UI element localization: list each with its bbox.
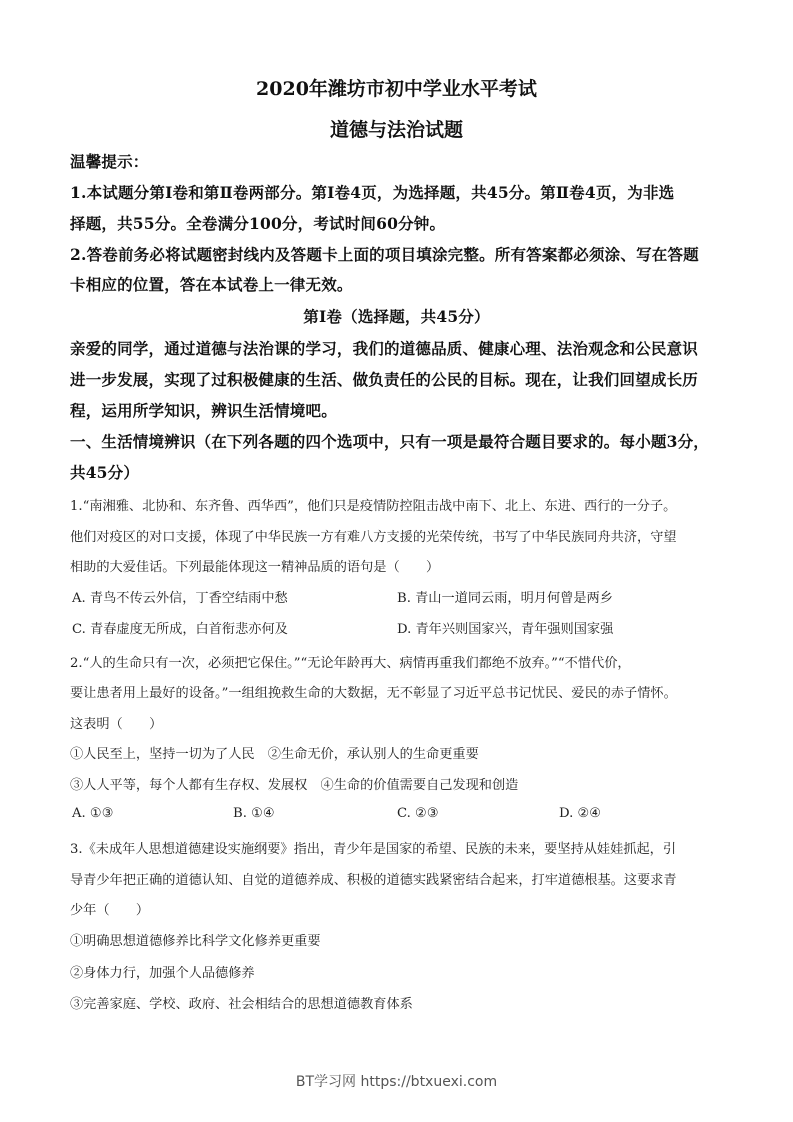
intro-line-3: 程，运用所学知识，辨识生活情境吧。	[70, 401, 337, 420]
notice-line-4: 卡相应的位置，答在本试卷上一律无效。	[70, 275, 353, 294]
intro-line-2: 进一步发展，实现了过积极健康的生活、做负责任的公民的目标。现在，让我们回望成长历	[70, 370, 699, 389]
q2-option-b: B. ①④	[233, 806, 275, 821]
q3-statement-line-1: ①明确思想道德修养比科学文化修养更重要	[70, 934, 321, 949]
q2-option-a: A. ①③	[72, 806, 114, 821]
q2-stem-line-2: 要让患者用上最好的设备。”一组组挽救生命的大数据，无不彰显了习近平总书记忧民、爱民的赤子情怀。	[70, 686, 677, 701]
intro-line-1: 亲爱的同学，通过道德与法治课的学习，我们的道德品质、健康心理、法治观念和公民意识	[70, 339, 699, 358]
section-title: 第Ⅰ卷（选择题，共45分）	[303, 307, 490, 326]
notice-line-1: 1.本试题分第Ⅰ卷和第Ⅱ卷两部分。第Ⅰ卷4页，为选择题，共45分。第Ⅱ卷4页，为非选	[70, 183, 675, 202]
part-heading-line-1: 一、生活情境辨识（在下列各题的四个选项中，只有一项是最符合题目要求的。每小题3分，	[70, 432, 709, 451]
q1-option-a: A. 青鸟不传云外信，丁香空结雨中愁	[72, 591, 288, 606]
footer-watermark: BT学习网 https://btxuexi.com	[295, 1074, 498, 1090]
q3-stem-line-3: 少年（ ）	[70, 903, 150, 918]
q1-stem-line-3: 相助的大爱佳话。下列最能体现这一精神品质的语句是（ ）	[70, 560, 440, 575]
notice-line-3: 2.答卷前务必将试题密封线内及答题卡上面的项目填涂完整。所有答案都必须涂、写在答题	[70, 245, 699, 264]
notice-line-2: 择题，共55分。全卷满分100分，考试时间60分钟。	[70, 214, 446, 233]
q3-stem-line-1: 3.《未成年人思想道德建设实施纲要》指出，青少年是国家的希望、民族的未来，要坚持从娃娃抓起，引	[70, 842, 677, 857]
q2-stem-line-1: 2.“人的生命只有一次，必须把它保住。”“无论年龄再大、病情再重我们都绝不放弃。”“不惜代价，	[70, 656, 631, 671]
q3-statement-line-2: ②身体力行，加强个人品德修养	[70, 966, 255, 981]
q1-stem-line-2: 他们对疫区的对口支援，体现了中华民族一方有难八方支援的光荣传统，书写了中华民族同舟共济，守望	[70, 530, 677, 545]
q1-option-c: C. 青春虚度无所成，白首衔悲亦何及	[72, 622, 288, 637]
q3-stem-line-2: 导青少年把正确的道德认知、自觉的道德养成、积极的道德实践紧密结合起来，打牢道德根基。这要求青	[70, 873, 677, 888]
q2-statement-line-2: ③人人平等，每个人都有生存权、发展权 ④生命的价值需要自己发现和创造	[70, 778, 519, 793]
q2-option-c: C. ②③	[397, 806, 439, 821]
q1-option-d: D. 青年兴则国家兴，青年强则国家强	[397, 622, 614, 637]
exam-title: 2020年潍坊市初中学业水平考试	[256, 78, 537, 100]
notice-heading: 温馨提示：	[70, 152, 149, 171]
q2-stem-line-3: 这表明（ ）	[70, 717, 163, 732]
q2-option-d: D. ②④	[559, 806, 602, 821]
q2-statement-line-1: ①人民至上，坚持一切为了人民 ②生命无价，承认别人的生命更重要	[70, 747, 479, 762]
part-heading-line-2: 共45分）	[70, 463, 140, 482]
q1-option-b: B. 青山一道同云雨，明月何曾是两乡	[397, 591, 613, 606]
q3-statement-line-3: ③完善家庭、学校、政府、社会相结合的思想道德教育体系	[70, 997, 413, 1012]
exam-subtitle: 道德与法治试题	[329, 119, 463, 141]
q1-stem-line-1: 1.“南湘雅、北协和、东齐鲁、西华西”，他们只是疫情防控阻击战中南下、北上、东进、西行的一分子。	[70, 499, 677, 514]
